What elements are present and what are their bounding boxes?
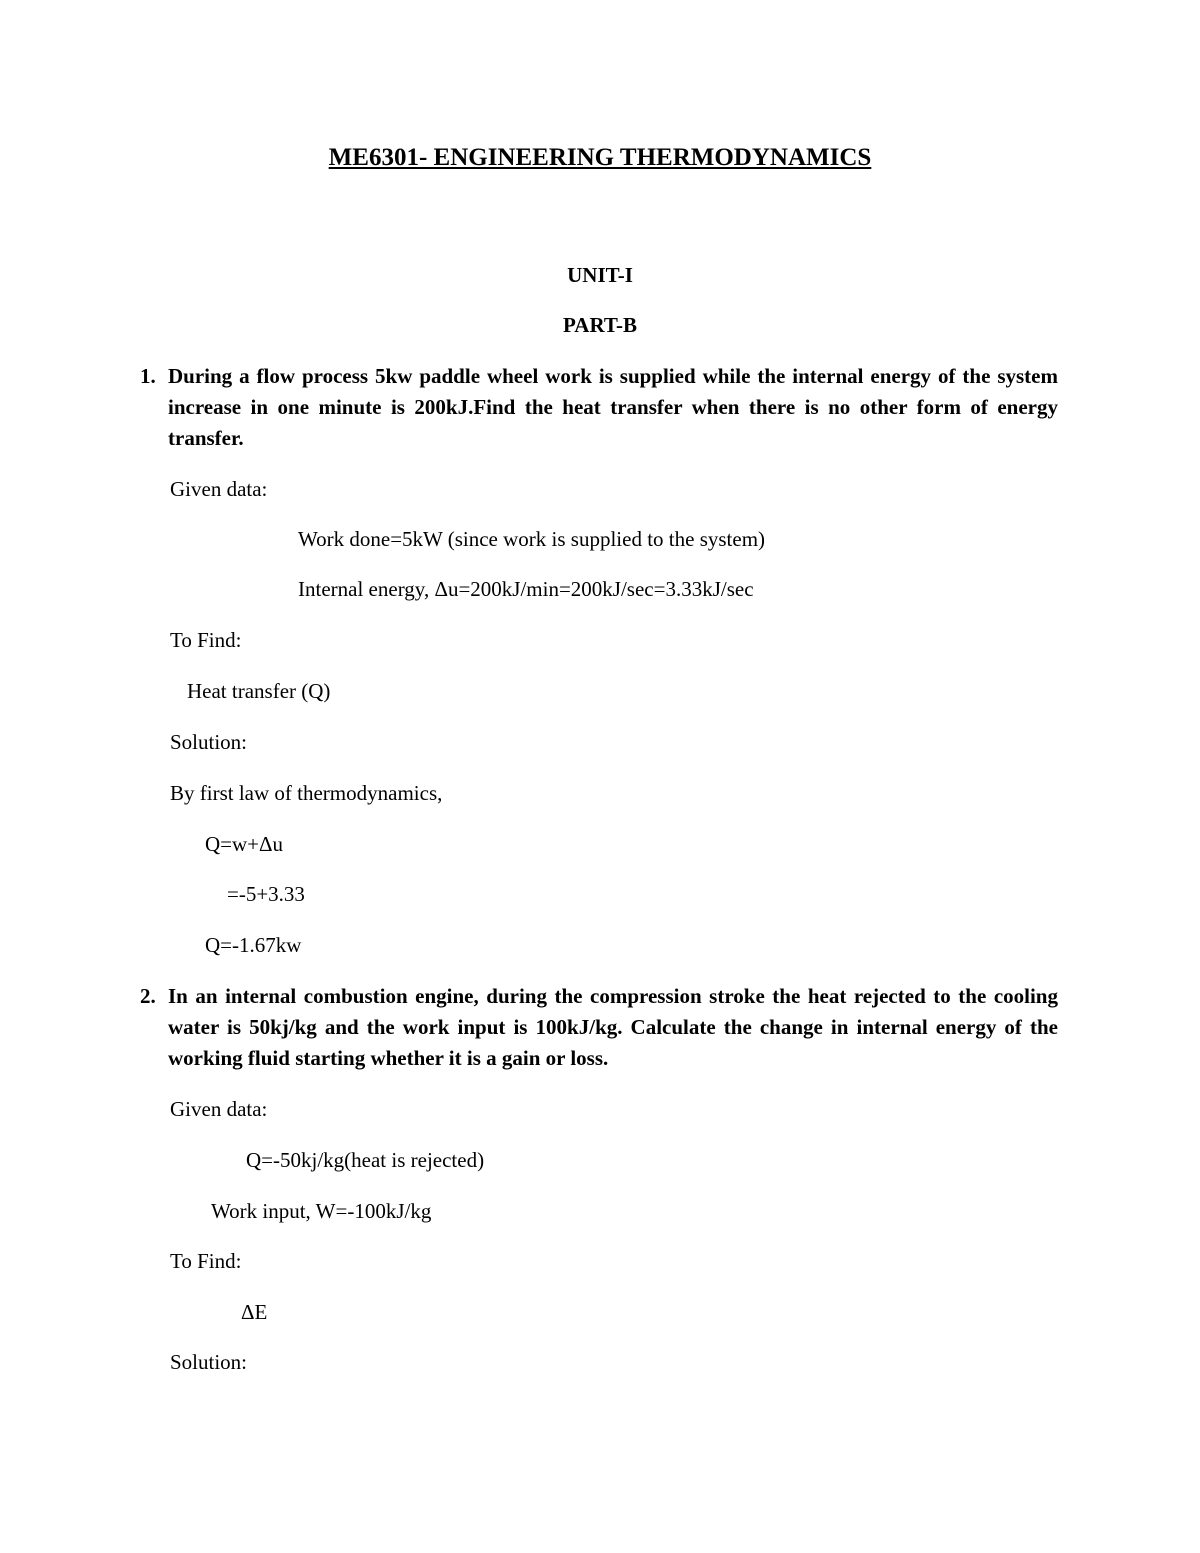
q1-given-work-done: Work done=5kW (since work is supplied to the system) bbox=[298, 527, 766, 551]
q1-solution-label: Solution: bbox=[170, 730, 248, 754]
q1-solution-law: By first law of thermodynamics, bbox=[170, 781, 443, 805]
q1-find-item: Heat transfer (Q) bbox=[187, 679, 331, 703]
unit-heading: UNIT-I bbox=[567, 263, 633, 287]
q1-find-label: To Find: bbox=[170, 628, 242, 652]
q2-find-label: To Find: bbox=[170, 1249, 242, 1273]
q2-given-work-input: Work input, W=-100kJ/kg bbox=[211, 1199, 432, 1223]
q1-solution-substitution: =-5+3.33 bbox=[227, 882, 305, 906]
question-1 bbox=[140, 361, 1058, 454]
question-2-number: 2. bbox=[140, 984, 156, 1008]
q2-find-item: ΔE bbox=[241, 1300, 268, 1324]
q1-given-label: Given data: bbox=[170, 477, 268, 501]
q2-given-heat: Q=-50kj/kg(heat is rejected) bbox=[246, 1148, 485, 1172]
document-title: ME6301- ENGINEERING THERMODYNAMICS bbox=[328, 144, 872, 171]
q1-given-internal-energy: Internal energy, Δu=200kJ/min=200kJ/sec=3.33kJ/sec bbox=[298, 577, 754, 601]
part-heading: PART-B bbox=[563, 313, 637, 337]
question-2 bbox=[140, 981, 1058, 1074]
q2-given-label: Given data: bbox=[170, 1097, 268, 1121]
q1-solution-equation: Q=w+Δu bbox=[205, 832, 284, 856]
question-1-text: During a flow process 5kw paddle wheel work is supplied while the internal energy of the system increase in one minute is 200kJ.Find the heat transfer when there is no other form of energy transfer. bbox=[168, 364, 1058, 450]
q2-solution-label: Solution: bbox=[170, 1350, 248, 1374]
q1-solution-result: Q=-1.67kw bbox=[205, 933, 302, 957]
question-2-text: In an internal combustion engine, during the compression stroke the heat rejected to the cooling water is 50kj/kg and the work input is 100kJ/kg. Calculate the change in internal energy of the working fluid starting whether it is a gain or loss. bbox=[168, 984, 1058, 1070]
question-1-number: 1. bbox=[140, 364, 156, 388]
